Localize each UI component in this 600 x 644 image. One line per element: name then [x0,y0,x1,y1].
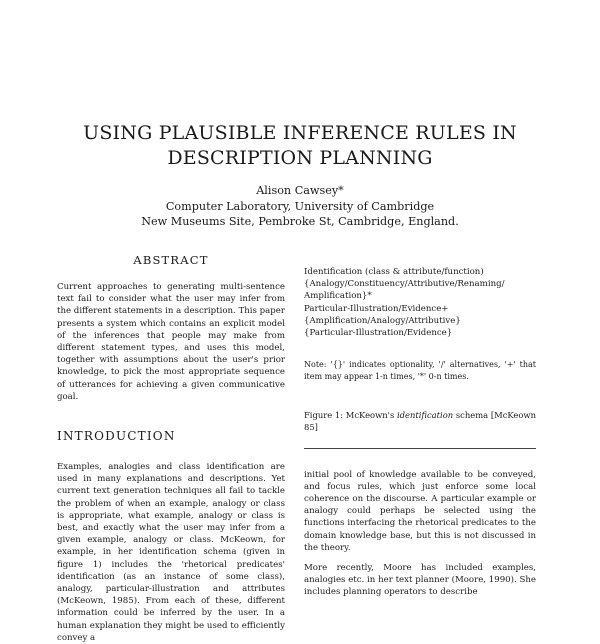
schema-line: {Analogy/Constituency/Attributive/Renaming/ [304,279,505,290]
schema-line: Identification (class & attribute/function) [304,267,484,277]
schema-line: {Particular-Illustration/Evidence} [304,328,453,339]
caption-suffix: schema [McKeown 85] [304,410,536,433]
right-column [304,266,536,599]
paper-title [0,121,600,171]
title-line-2: DESCRIPTION PLANNING [167,147,433,169]
right-column-paragraph-1: initial pool of knowledge available to be conveyed, and focus rules, which just enforce some local coherence on the discourse. A particular example or analogy could perhaps be selected using the functions interfacing the rhetorical predicates to the domain knowledge base, but this is not discussed in the theory. [304,469,536,553]
figure-divider [304,448,536,449]
affiliation-line-1: Computer Laboratory, University of Cambridge [165,199,435,213]
right-column-paragraph-2: More recently, Moore has included examples, analogies etc. in her text planner (Moore, 1990). She includes planning operators to describe [304,563,536,598]
introduction-text: Examples, analogies and class identification are used in many explanations and descriptions. Yet current text generation techniques all fail to tackle the problem of when an example, analogy or class is appropriate, what example, analogy or class is best, and exactly what the user may infer from a given example, analogy or class. McKeown, for example, in her identification schema (given in figure 1) includes the 'rhetorical predicates' identification (as an instance of some class), analogy, particular-illustration and attributes (McKeown, 1985). From each of these, different information could be inferred by the user. In a human explanation they might be used to efficiently convey a [57,462,285,643]
affiliation-line-2: New Museums Site, Pembroke St, Cambridge, England. [141,215,459,228]
figure-schema [304,266,536,339]
title-line-1: USING PLAUSIBLE INFERENCE RULES IN [83,122,517,144]
author-name: Alison Cawsey* [256,184,344,197]
introduction-heading: INTRODUCTION [57,429,176,444]
schema-line: Amplification}* [304,291,372,302]
author-block [0,183,600,230]
abstract-text: Current approaches to generating multi-sentence text fail to consider what the user may infer from the different statements in a description. This paper presents a system which contains an explicit model of the inferences that people may make from different statement types, and uses this model, together with assumptions about the user's prior knowledge, to pick the most appropriate sequence of utterances for achieving a given communicative goal. [57,282,285,402]
schema-line: Particular-Illustration/Evidence+ [304,303,449,314]
figure-caption [304,409,536,433]
left-column [57,253,285,644]
caption-italic: identification [396,410,454,421]
caption-prefix: Figure 1: McKeown's [304,410,397,421]
abstract-heading: ABSTRACT [133,253,209,267]
schema-line: {Amplification/Analogy/Attributive} [304,315,461,326]
figure-note: Note: '{}' indicates optionality, '/' alternatives, '+' that item may appear 1-n times, '*' 0-n times. [304,360,536,382]
